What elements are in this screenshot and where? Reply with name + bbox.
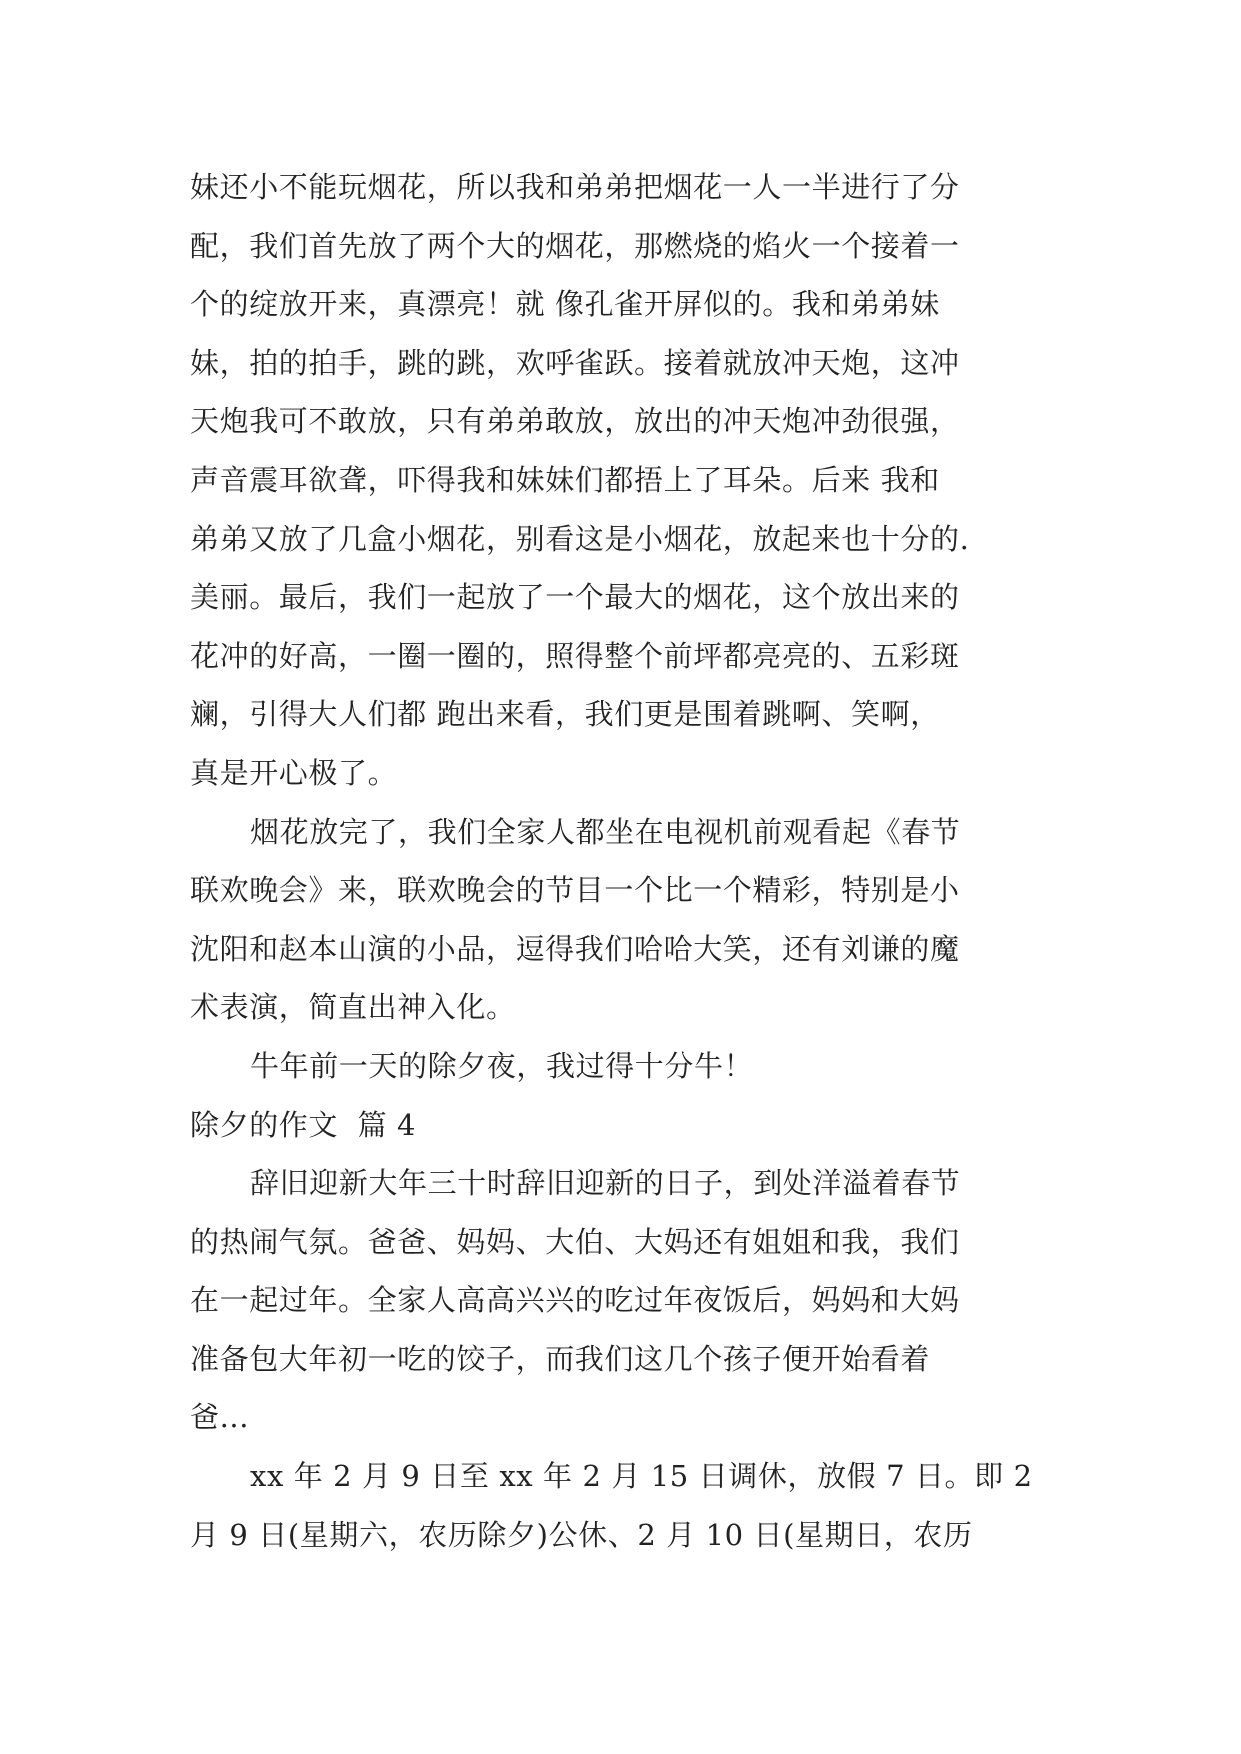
text-line: 花冲的好高，一圈一圈的，照得整个前坪都亮亮的、五彩斑 — [190, 638, 960, 673]
document-body — [190, 158, 1070, 1564]
text-line: 牛年前一天的除夕夜，我过得十分牛！ — [250, 1048, 754, 1083]
text-line: 妹还小不能玩烟花，所以我和弟弟把烟花一人一半进行了分 — [190, 170, 960, 204]
text-line: 术表演，简直出神入化。 — [190, 990, 516, 1025]
text-line: xx 年 2 月 9 日至 xx 年 2 月 15 日调休，放假 7 日。即 2 — [250, 1459, 1033, 1494]
text-line: 在一起过年。全家人高高兴兴的吃过年夜饭后，妈妈和大妈 — [190, 1283, 960, 1318]
text-line: 妹，拍的拍手，跳的跳，欢呼雀跃。接着就放冲天炮，这冲 — [190, 345, 960, 380]
text-line: 个的绽放开来，真漂亮！就 像孔雀开屏似的。我和弟弟妹 — [190, 287, 940, 322]
text-line: 除夕的作文 篇 4 — [190, 1107, 417, 1142]
text-line: 沈阳和赵本山演的小品，逗得我们哈哈大笑，还有刘谦的魔 — [190, 931, 960, 966]
text-line: 辞旧迎新大年三十时辞旧迎新的日子，到处洋溢着春节 — [250, 1166, 961, 1201]
text-line: 配，我们首先放了两个大的烟花，那燃烧的焰火一个接着一 — [190, 228, 960, 263]
text-line: 月 9 日(星期六，农历除夕)公休、2 月 10 日(星期日，农历 — [190, 1517, 973, 1552]
text-line: 声音震耳欲聋，吓得我和妹妹们都捂上了耳朵。后来 我和 — [190, 462, 940, 497]
text-line: 美丽。最后，我们一起放了一个最大的烟花，这个放出来的 — [190, 580, 960, 615]
text-line: 天炮我可不敢放，只有弟弟敢放，放出的冲天炮冲劲很强， — [190, 404, 960, 439]
text-line: 的热闹气氛。爸爸、妈妈、大伯、大妈还有姐姐和我，我们 — [190, 1224, 960, 1259]
text-line: 烟花放完了，我们全家人都坐在电视机前观看起《春节 — [250, 814, 961, 849]
text-line: 真是开心极了。 — [190, 755, 398, 790]
text-line: 斓，引得大人们都 跑出来看，我们更是围着跳啊、笑啊， — [190, 697, 940, 732]
text-line: 爸... — [190, 1400, 250, 1435]
text-line: 联欢晚会》来，联欢晚会的节目一个比一个精彩，特别是小 — [190, 873, 960, 908]
text-line: 弟弟又放了几盒小烟花，别看这是小烟花，放起来也十分的. — [190, 521, 970, 556]
text-line: 准备包大年初一吃的饺子，而我们这几个孩子便开始看着 — [190, 1341, 931, 1376]
